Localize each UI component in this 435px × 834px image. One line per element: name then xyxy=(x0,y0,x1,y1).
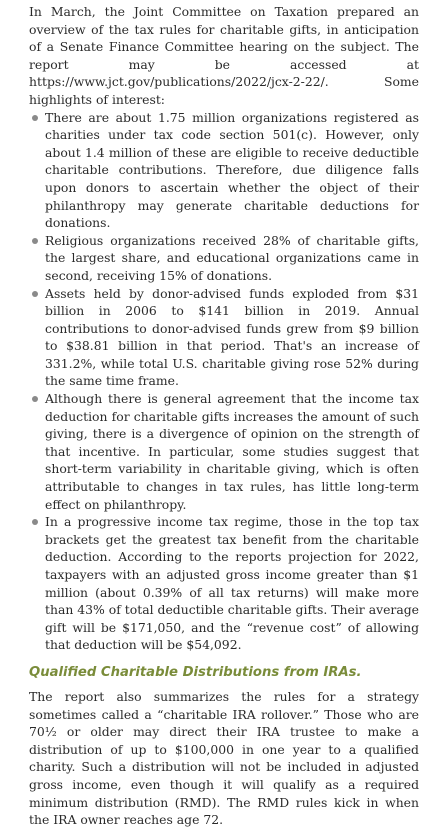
highlight-item-1: There are about 1.75 million organizations registered as charities under tax code section 501(c). However, only about 1.4 million of these are eligible to receive deductible charitable contributions. Therefore, due diligence falls upon donors to ascertain whether the object of their philanthropy may generate charitable deductions for donations. xyxy=(29,109,419,232)
highlight-item-5: In a progressive income tax regime, those in the top tax brackets get the greatest tax benefit from the charitable deduction. According to the reports projection for 2022, taxpayers with an adjusted gross income greater than $1 million (about 0.39% of all tax returns) will make more than 43% of total deductible charitable gifts. Their average gift will be $171,050, and the “revenue cost” of allowing that deduction will be $54,092. xyxy=(29,513,419,654)
section-body-paragraph: The report also summarizes the rules for a strategy sometimes called a “charitable IRA rollover.” Those who are 70½ or older may direct their IRA trustee to make a distribution of up to $100,000 in one year to a qualified charity. Such a distribution will not be included in adjusted gross income, even though it will qualify as a required minimum distribution (RMD). The RMD rules kick in when the IRA owner reaches age 72. xyxy=(29,688,419,828)
highlight-item-3: Assets held by donor-advised funds exploded from $31 billion in 2006 to $141 billion in 2019. Annual contributions to donor-advised funds grew from $9 billion to $38.81 billion in that period. That's an increase of 331.2%, while total U.S. charitable giving rose 52% during the same time frame. xyxy=(29,285,419,391)
highlight-item-4: Although there is general agreement that the income tax deduction for charitable gifts increases the amount of such giving, there is a divergence of opinion on the strength of that incentive. In particular, some studies suggest that short-term variability in charitable giving, which is often attributable to changes in tax rules, has little long-term effect on philanthropy. xyxy=(29,390,419,513)
highlights-list xyxy=(29,109,419,654)
highlight-item-2: Religious organizations received 28% of charitable gifts, the largest share, and educational organizations came in second, receiving 15% of donations. xyxy=(29,232,419,285)
section-heading: Qualified Charitable Distributions from IRAs. xyxy=(29,664,362,680)
article-column xyxy=(29,0,419,829)
intro-paragraph: In March, the Joint Committee on Taxation prepared an overview of the tax rules for charitable gifts, in anticipation of a Senate Finance Committee hearing on the subject. The report may be accessed at https://www.jct.gov/publications/2022/jcx-2-22/. Some highlights of interest: xyxy=(29,4,419,107)
